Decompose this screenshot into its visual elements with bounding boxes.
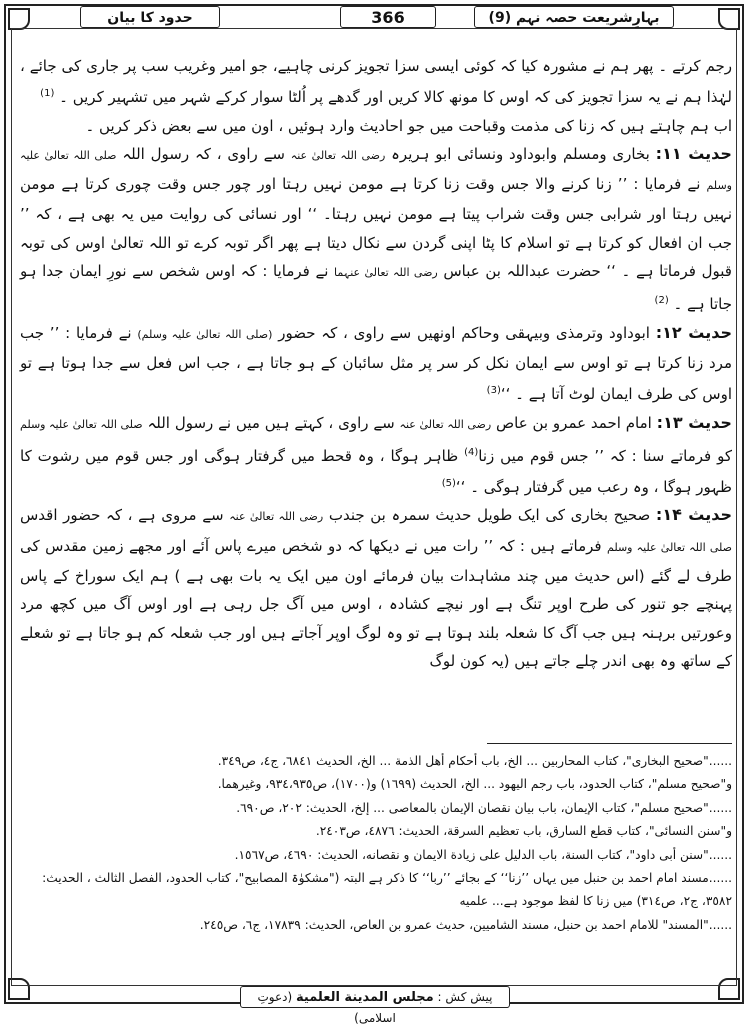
footnote: ......"صحیح البخاری"، کتاب المحاربین ... الخ، باب أحکام أهل الذمة ... الخ، الحدیث ٦٨٤١، ج٤، ص٣٤٩. <box>217 754 732 768</box>
paragraph <box>20 52 732 112</box>
footnote-ref: (3) <box>486 385 501 397</box>
honorific: (صلی اللہ تعالیٰ علیہ وسلم) <box>137 327 273 341</box>
paragraph-text: اب ہم چاہتے ہیں کہ زنا کی مذمت وقباحت میں جو احادیث وارد ہوئیں ، اون میں سے بعض ذکر کریں ۔ <box>85 116 732 135</box>
hadith-label: حدیث ۱۳: <box>656 412 732 432</box>
footnote-ref: (5) <box>441 478 456 490</box>
footnote: و"سنن النسائی"، کتاب قطع السارق، باب تعظیم السرقة، الحدیث: ٤٨٧٦، ص٢٤٠٣. <box>315 824 732 839</box>
hadith-text: سے راوی ، کہ رسول اللہ <box>122 144 285 163</box>
hadith-text: امام احمد عمرو بن عاص <box>496 413 652 432</box>
page-header <box>80 6 674 30</box>
hadith-text: نے فرمایا : <box>633 175 701 194</box>
footnote: ......"المسند" للامام احمد بن حنبل، مسند الشامیین، حدیث عمرو بن العاص، الحدیث: ١٧٨٣٩، ج٦، ص٢٤٥. <box>199 917 732 932</box>
footnote-ref: (4) <box>464 446 479 458</box>
page-number: 366 <box>340 6 436 28</box>
honorific: رضی اللہ تعالیٰ عنہما <box>334 266 438 280</box>
footnotes <box>20 750 732 937</box>
hadith-text: صحیح بخاری کی ایک طویل حدیث سمرہ بن جندب <box>328 506 651 525</box>
footer-suffix: (دعوتِ اسلامی) <box>257 990 396 1025</box>
footnote-ref: (1) <box>40 88 55 100</box>
hadith-text: سے راوی ، کہتے ہیں میں نے رسول اللہ <box>147 413 395 432</box>
footer-organization: مجلس المدينة العلمية <box>296 990 434 1005</box>
book-title: بہارِشریعت حصہ نہم (9) <box>474 6 674 28</box>
paragraph-text: رجم کرتے ۔ پھر ہم نے مشورہ کیا کہ کوئی ایسی سزا تجویز کرنی چاہیے، جو امیر وغریب سب پر جاری کی جائے ، لہٰذا ہم نے یہ سزا تجویز کی کہ اوس کا مونھ کالا کریں اور گدھے پر اُلٹا سوار کرکے شہر میں تشہیر کریں ۔ <box>20 57 732 107</box>
hadith-quote: ’’ زنا کرنے والا جس وقت زنا کرتا ہے مومن نہیں رہتا اور چور جس وقت چوری کرتا ہے مومن نہیں رہتا اور شرابی جس وقت شراب پیتا ہے مومن نہیں رہتا۔ ‘‘ اور نسائی کی روایت میں یہ بھی ہے ، کہ ’’ جب ان افعال کو کرتا ہے تو اسلام کا پٹا اپنی گردن سے نکال دیتا ہے پھر اگر توبہ کرے تو اللہ تعالیٰ اوس کی توبہ قبول فرماتا ہے ۔ ‘‘ حضرت عبداللہ بن عباس <box>20 175 732 281</box>
honorific: رضی اللہ تعالیٰ عنہ <box>229 510 324 524</box>
paragraph <box>20 112 732 140</box>
honorific: رضی اللہ تعالیٰ عنہ <box>290 148 386 162</box>
hadith-text: سے مروی ہے ، کہ حضور اقدس <box>20 506 224 525</box>
honorific: صلی اللہ تعالیٰ علیہ وسلم <box>607 540 732 554</box>
honorific: رضی اللہ تعالیٰ عنہ <box>399 417 492 431</box>
footnote: ......"سنن أبی داود"، کتاب السنة، باب الدلیل علی زیادة الایمان و نقصانه، الحدیث: ٤٦٩٠، ص١٥٦٧. <box>234 847 732 862</box>
hadith-11 <box>20 140 732 319</box>
footnote-divider <box>487 743 732 744</box>
hadith-label: حدیث ۱۲: <box>655 322 732 342</box>
hadith-label: حدیث ۱۴: <box>655 505 733 525</box>
hadith-label: حدیث ۱۱: <box>655 143 732 163</box>
border-corner-ornament <box>718 8 740 30</box>
hadith-quote: فرماتے ہیں : کہ ’’ رات میں نے دیکھا کہ دو شخص میرے پاس آئے اور مجھے زمین مقدس کی طرف لے گئے (اس حدیث میں چند مشاہدات بیان فرمائے اون میں ایک یہ بات بھی ہے ) ہم ایک سوراخ کے پاس پہنچے جو تنور کی طرح اوپر تنگ ہے اور نیچے کشادہ ، اوس میں آگ جل رہی ہے اور اوس آگ میں کچھ مرد وعورتیں برہنہ ہیں جب آگ کا شعلہ بلند ہوتا ہے تو وہ لوگ اوپر آجاتے ہیں اور جب شعلہ کم ہو جاتا ہے تو شعلے کے ساتھ وہ بھی اندر چلے جاتے ہیں (یہ کون لوگ <box>20 536 732 670</box>
hadith-12 <box>20 319 732 409</box>
honorific: صلی اللہ تعالیٰ علیہ وسلم <box>20 148 732 193</box>
footnote: ......"صحیح مسلم"، کتاب الإیمان، باب بیان نقصان الإیمان بالمعاصی ... إلخ، الحدیث: ٢٠٢، ص٦٩٠. <box>236 800 732 815</box>
hadith-quote: ظاہر ہوگا ، وہ قحط میں گرفتار ہوگی اور جس قوم میں رشوت کا ظہور ہوگا ، وہ رعب میں گرفتار ہوگی ۔ ‘‘ <box>20 446 732 497</box>
main-text <box>20 52 732 675</box>
footnote: ......مسند امام احمد بن حنبل میں یہاں ’’زنا‘‘ کے بجائے ’’ربا‘‘ کا ذکر ہے البتہ ("مشکوٰۃ المصابیح"، کتاب الحدود، الفصل الثالث ، الحدیث: ٣٥٨٢، ج٢، ص٣١٤) میں زنا کا لفظ موجود ہے... علمیه <box>42 871 732 909</box>
footer-prefix: پیش کش : <box>437 990 493 1004</box>
footnote: و"صحیح مسلم"، کتاب الحدود، باب رجم الیهود ... الخ، الحدیث (١٦٩٩) و(١٧٠٠)، ص٩٣٤،٩٣٥، وغیرهما. <box>217 777 732 792</box>
hadith-text: ابوداود وترمذی وبیہقی وحاکم اونھیں سے راوی ، کہ حضور <box>278 323 650 342</box>
hadith-quote: کو فرماتے سنا : کہ ’’ جس قوم میں زنا <box>478 446 732 465</box>
honorific: صلی اللہ تعالیٰ علیہ وسلم <box>20 417 143 431</box>
hadith-13 <box>20 409 732 502</box>
hadith-quote: نے فرمایا : ’’ جب مرد زنا کرتا ہے تو اوس سے ایمان نکل کر سر پر مثل سائبان کے ہو جاتا ہے ، جب اس فعل سے جدا ہوتا ہے تو اوس کی طرف ایمان لوٹ آتا ہے ۔ ‘‘ <box>20 323 732 404</box>
hadith-14 <box>20 501 732 675</box>
border-corner-ornament <box>8 8 30 30</box>
footnote-ref: (2) <box>654 295 669 307</box>
chapter-title: حدود کا بیان <box>80 6 220 28</box>
hadith-text: بخاری ومسلم وابوداود ونسائی ابو ہریرہ <box>391 144 650 163</box>
page-footer <box>240 986 510 1025</box>
hadith-text: نے فرمایا : کہ اوس شخص سے نورِ ایمان جدا ہو جاتا ہے ۔ <box>20 262 732 314</box>
